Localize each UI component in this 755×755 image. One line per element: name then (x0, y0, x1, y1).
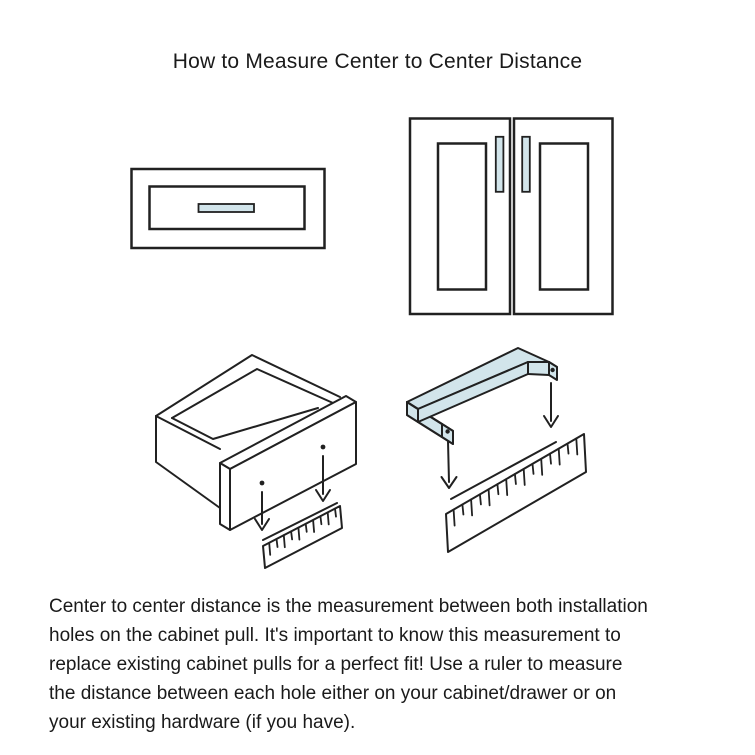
ruler-large (446, 434, 586, 552)
caption-line: holes on the cabinet pull. It's important to know this measurement to (49, 625, 621, 646)
hole-dot-left (260, 481, 265, 486)
caption-line: Center to center distance is the measurement between both installation (49, 596, 648, 617)
door-panel-right (540, 144, 588, 290)
pull-measure-arrow-right (544, 383, 558, 427)
door-panel-left (438, 144, 486, 290)
caption-line: your existing hardware (if you have). (49, 712, 356, 733)
caption-line: the distance between each hole either on your cabinet/drawer or on (49, 683, 617, 704)
cabinet-pull-diagram (407, 348, 586, 552)
caption-text (49, 592, 729, 737)
ruler-body (446, 434, 586, 552)
pull-hole-dot-left (445, 429, 449, 433)
iso-drawer-diagram (156, 355, 356, 568)
hole-dot-right (321, 445, 326, 450)
ruler-small (263, 503, 342, 568)
ruler-body (263, 506, 342, 568)
door-handle-left-icon (496, 137, 504, 192)
caption-line: replace existing cabinet pulls for a perfect fit! Use a ruler to measure (49, 654, 623, 675)
door-handle-right-icon (522, 137, 530, 192)
cabinet-pull-icon (407, 348, 557, 444)
pull-hole-dot-right (550, 368, 554, 372)
page-title: How to Measure Center to Center Distance (172, 50, 583, 73)
drawer-front-diagram (132, 169, 325, 248)
drawer-handle-icon (199, 204, 255, 212)
pull-measure-arrow-left (442, 441, 457, 488)
cabinet-doors-diagram (410, 119, 613, 315)
